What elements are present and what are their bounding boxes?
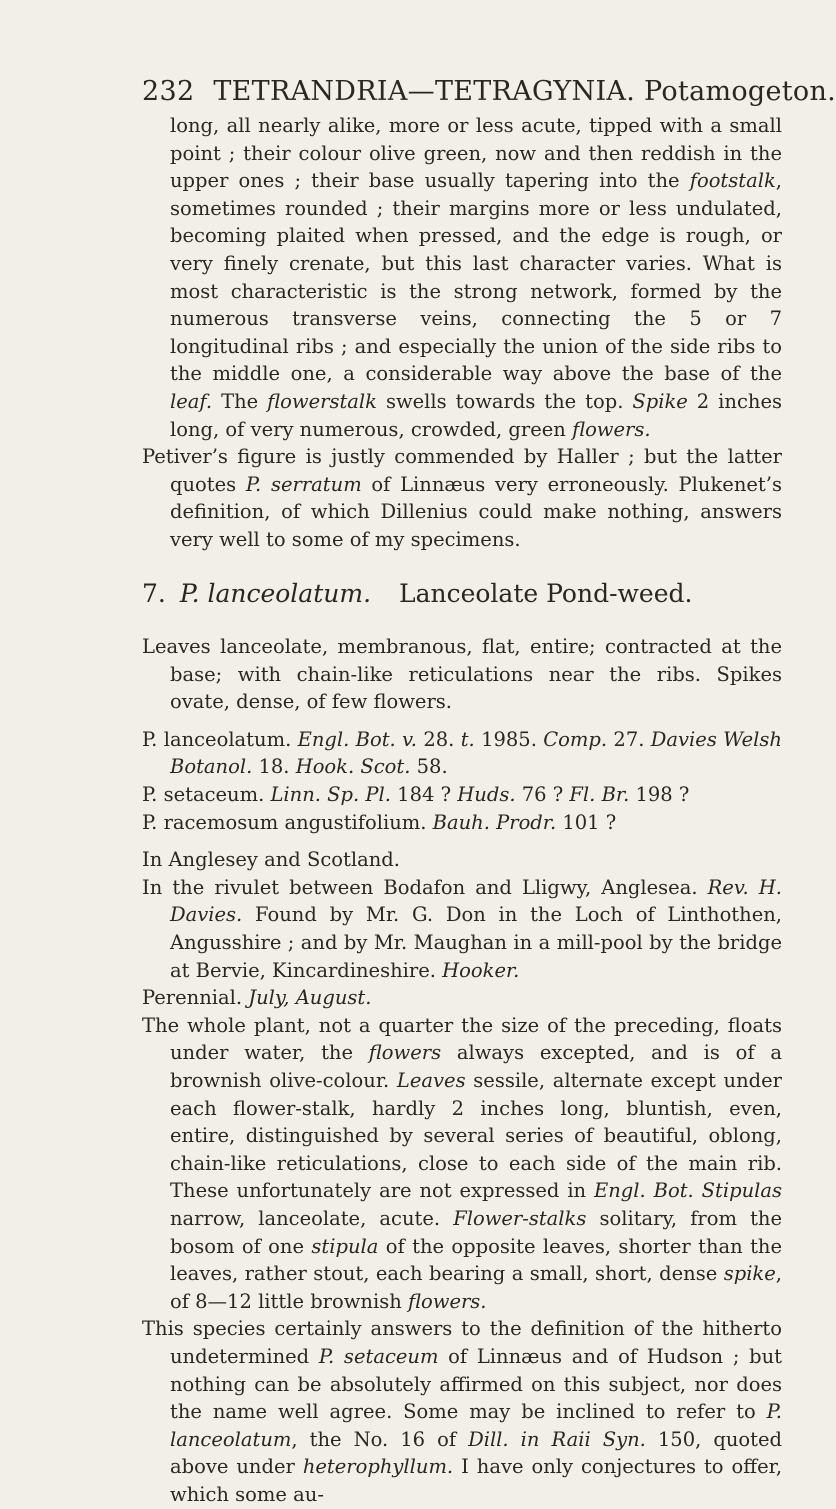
text-run: always excepted, and is of a brownish olive-colour. [170, 1041, 782, 1092]
running-header [142, 76, 836, 107]
italic-text-run: Linn. Sp. Pl. [270, 783, 391, 807]
species-name: P. lanceolatum. [179, 578, 372, 608]
text-run: Petiver’s figure is justly commended by Haller ; but the latter quotes [142, 445, 782, 496]
continuation-paragraph [170, 112, 782, 443]
italic-text-run: Hooker. [442, 958, 520, 982]
text-run: 28. [417, 727, 461, 751]
text-run: The [212, 389, 268, 413]
discussion-paragraph [142, 1315, 782, 1508]
species-heading [142, 580, 782, 608]
italic-text-run: flowerstalk [267, 389, 377, 413]
habitat-line: In Anglesey and Scotland. [142, 848, 400, 872]
italic-text-run: footstalk [689, 169, 776, 193]
text-run: P. racemosum angustifolium. [142, 810, 433, 834]
flowering-line [142, 984, 782, 1012]
description-paragraph [142, 1012, 782, 1316]
italic-text-run: P. serratum [245, 472, 362, 496]
italic-text-run: Comp. [543, 727, 608, 751]
italic-text-run: Hook. Scot. [295, 755, 411, 779]
italic-text-run: flowers [368, 1041, 442, 1065]
text-run: 2 inches long, of very numerous, crowded, green [170, 389, 782, 441]
common-name: Lanceolate Pond-weed. [398, 578, 693, 608]
text-run: , the No. 16 of [291, 1427, 469, 1451]
text-run: 27. [607, 727, 651, 751]
text-run: 198 ? [629, 783, 690, 807]
synonym-line [142, 781, 782, 809]
text-run: 58. [410, 755, 448, 779]
text-run: long, all nearly alike, more or less acute, tipped with a small point ; their colour olive green, now and then reddish in the upper ones ; their base usually tapering into the [170, 114, 782, 193]
italic-text-run: flowers. [572, 417, 651, 441]
synonym-line [142, 809, 782, 837]
text-run: This species certainly answers to the definition of the hitherto undetermined [142, 1317, 782, 1368]
text-run: , sometimes rounded ; their margins more or less undulated, becoming plaited when pressed, and the edge is rough, or very finely crenate, but this last character varies. What is most characteristic is the strong network, formed by the numerous transverse veins, connecting the 5 or 7 longitudinal ribs ; and especially the union of the side ribs to the middle one, a considerable way above the base of the [170, 169, 782, 386]
text-run: Perennial. [142, 986, 249, 1010]
italic-text-run: leaf. [170, 389, 213, 413]
italic-text-run: Bauh. Prodr. [432, 810, 557, 834]
italic-text-run: heterophyllum. [302, 1455, 454, 1479]
text-run: of Linnæus and of Hudson ; but nothing can be absolutely affirmed on this subject, nor does the name well agree. Some may be inclined to refer to [170, 1344, 782, 1424]
text-run: 18. [252, 755, 296, 779]
text-run: 150, quoted above under [170, 1427, 782, 1479]
text-run: solitary, from the bosom of one [170, 1206, 782, 1258]
text-run: 76 ? [515, 783, 570, 807]
text-run: In the rivulet between Bodafon and Lligwy, Anglesea. [142, 875, 708, 899]
text-run: of Linnæus very erroneously. Plukenet’s definition, of which Dillenius could make nothing, answers very well to some of my specimens. [170, 472, 782, 551]
italic-text-run: Fl. Br. [569, 783, 630, 807]
italic-text-run: Engl. Bot. [594, 1179, 694, 1203]
text-run: P. setaceum. [142, 783, 271, 807]
text-run: , of 8—12 little brownish [170, 1262, 782, 1313]
italic-text-run: P. lanceolatum [170, 1400, 782, 1451]
italic-text-run: Leaves [396, 1069, 466, 1092]
text-run: The whole plant, not a quarter the size of the preceding, floats under water, the [142, 1013, 782, 1065]
italic-text-run: July, August. [248, 986, 372, 1010]
species-number: 7. [142, 578, 166, 608]
italic-text-run: t. [460, 727, 475, 751]
text-run: of the opposite leaves, shorter than the leaves, rather stout, each bearing a small, short, dense [170, 1234, 782, 1286]
italic-text-run: Flower-stalks [453, 1206, 587, 1230]
petiver-note-paragraph [142, 443, 782, 553]
italic-text-run: Spike [632, 389, 688, 413]
italic-text-run: Huds. [457, 783, 516, 807]
text-run: Found by Mr. G. Don in the Loch of Linthothen, Angusshire ; and by Mr. Maughan in a mill-pool by the bridge at Bervie, Kincardineshire. [170, 903, 782, 982]
text-run: I have only conjectures to offer, which some au- [170, 1455, 783, 1506]
italic-text-run: Engl. Bot. v. [297, 727, 417, 751]
running-title: TETRANDRIA—TETRAGYNIA. [213, 76, 636, 107]
italic-text-run: Dill. in Raii Syn. [468, 1427, 646, 1451]
genus-heading: Potamogeton. [643, 76, 836, 107]
italic-text-run: stipula [311, 1234, 379, 1258]
localities-paragraph [142, 874, 782, 984]
page-body [142, 112, 782, 1509]
text-run [694, 1179, 702, 1202]
text-run: P. lanceolatum. [142, 727, 298, 751]
italic-text-run: Rev. H. Davies. [170, 875, 782, 927]
page-number: 232 [142, 76, 195, 107]
italic-text-run: P. setaceum [318, 1344, 439, 1368]
italic-text-run: Stipulas [701, 1179, 782, 1203]
italic-text-run: Davies Welsh Botanol. [170, 727, 782, 779]
text-run: narrow, lanceolate, acute. [170, 1206, 454, 1230]
text-run: 184 ? [390, 783, 458, 807]
text-run: 101 ? [556, 810, 617, 834]
synonym-line [142, 726, 782, 781]
text-run: 1985. [474, 727, 544, 751]
italic-text-run: flowers. [408, 1289, 487, 1313]
diagnosis-paragraph: Leaves lanceolate, membranous, flat, entire; contracted at the base; with chain-like reticulations near the ribs. Spikes ovate, dense, of few flowers. [142, 635, 782, 714]
italic-text-run: spike [723, 1262, 776, 1286]
text-run: swells towards the top. [376, 389, 633, 413]
text-run: sessile, alternate except under each flower-stalk, hardly 2 inches long, bluntish, even, entire, distinguished by several series of beautiful, oblong, chain-like reticulations, close to each side of the main rib. These unfortunately are not expressed in [170, 1069, 782, 1203]
